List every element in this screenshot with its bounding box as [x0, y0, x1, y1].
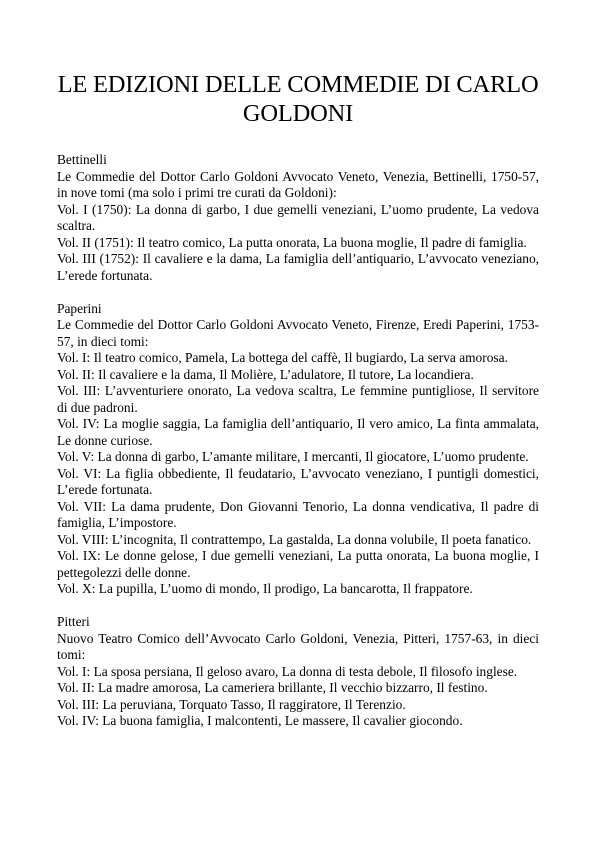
edition-intro: Nuovo Teatro Comico dell’Avvocato Carlo Goldoni, Venezia, Pitteri, 1757-63, in dieci tomi:: [57, 630, 539, 662]
volume-entry: Vol. I: Il teatro comico, Pamela, La bottega del caffè, Il bugiardo, La serva amorosa.: [57, 350, 508, 365]
page-title: LE EDIZIONI DELLE COMMEDIE DI CARLO GOLDONI: [57, 71, 539, 127]
volume-entry: Vol. IV: La buona famiglia, I malcontenti, Le massere, Il cavalier giocondo.: [57, 713, 463, 728]
volume-entry: Vol. II: La madre amorosa, La cameriera brillante, Il vecchio bizzarro, Il festino.: [57, 680, 488, 695]
volume-entry: Vol. II: Il cavaliere e la dama, Il Molière, L’adulatore, Il tutore, La locandiera.: [57, 366, 474, 382]
volume-entry: Vol. III (1752): Il cavaliere e la dama, La famiglia dell’antiquario, L’avvocato veneziano, L’erede fortunata.: [57, 251, 539, 283]
volume-entry: Vol. VII: La dama prudente, Don Giovanni Tenorio, La donna vendicativa, Il padre di famiglia, L’impostore.: [57, 498, 539, 530]
publisher-name: Paperini: [57, 300, 102, 316]
publisher-name: Bettinelli: [57, 152, 107, 167]
volume-entry: Vol. I: La sposa persiana, Il geloso avaro, La donna di testa debole, Il filosofo inglese.: [57, 663, 518, 679]
volume-entry: Vol. III: La peruviana, Torquato Tasso, Il raggiratore, Il Terenzio.: [57, 696, 406, 712]
edition-intro: Le Commedie del Dottor Carlo Goldoni Avvocato Veneto, Firenze, Eredi Paperini, 1753-57, in dieci tomi:: [57, 317, 539, 349]
volume-entry: Vol. IV: La moglie saggia, La famiglia dell’antiquario, Il vero amico, La finta ammalata, Le donne curiose.: [57, 416, 539, 448]
section-pitteri: [57, 614, 539, 730]
volume-entry: Vol. X: La pupilla, L’uomo di mondo, Il prodigo, La bancarotta, Il frappatore.: [57, 581, 473, 596]
volume-entry: Vol. II (1751): Il teatro comico, La putta onorata, La buona moglie, Il padre di famiglia.: [57, 234, 527, 250]
section-bettinelli: [57, 152, 539, 284]
volume-entry: Vol. VIII: L’incognita, Il contrattempo, La gastalda, La donna volubile, Il poeta fanatico.: [57, 531, 532, 547]
edition-intro: Le Commedie del Dottor Carlo Goldoni Avvocato Veneto, Venezia, Bettinelli, 1750-57, in nove tomi (ma solo i primi tre curati da Goldoni):: [57, 168, 539, 200]
section-paperini: [57, 301, 539, 598]
publisher-name: Pitteri: [57, 614, 90, 629]
document-body: [57, 152, 539, 730]
volume-entry: Vol. I (1750): La donna di garbo, I due gemelli veneziani, L’uomo prudente, La vedova scaltra.: [57, 201, 539, 233]
volume-entry: Vol. VI: La figlia obbediente, Il feudatario, L’avvocato veneziano, I puntigli domestici, L’erede fortunata.: [57, 465, 539, 497]
volume-entry: Vol. V: La donna di garbo, L’amante militare, I mercanti, Il giocatore, L’uomo prudente.: [57, 449, 529, 464]
volume-entry: Vol. III: L’avventuriere onorato, La vedova scaltra, Le femmine puntigliose, Il servitore di due padroni.: [57, 383, 539, 415]
volume-entry: Vol. IX: Le donne gelose, I due gemelli veneziani, La putta onorata, La buona moglie, I pettegolezzi delle donne.: [57, 548, 539, 580]
